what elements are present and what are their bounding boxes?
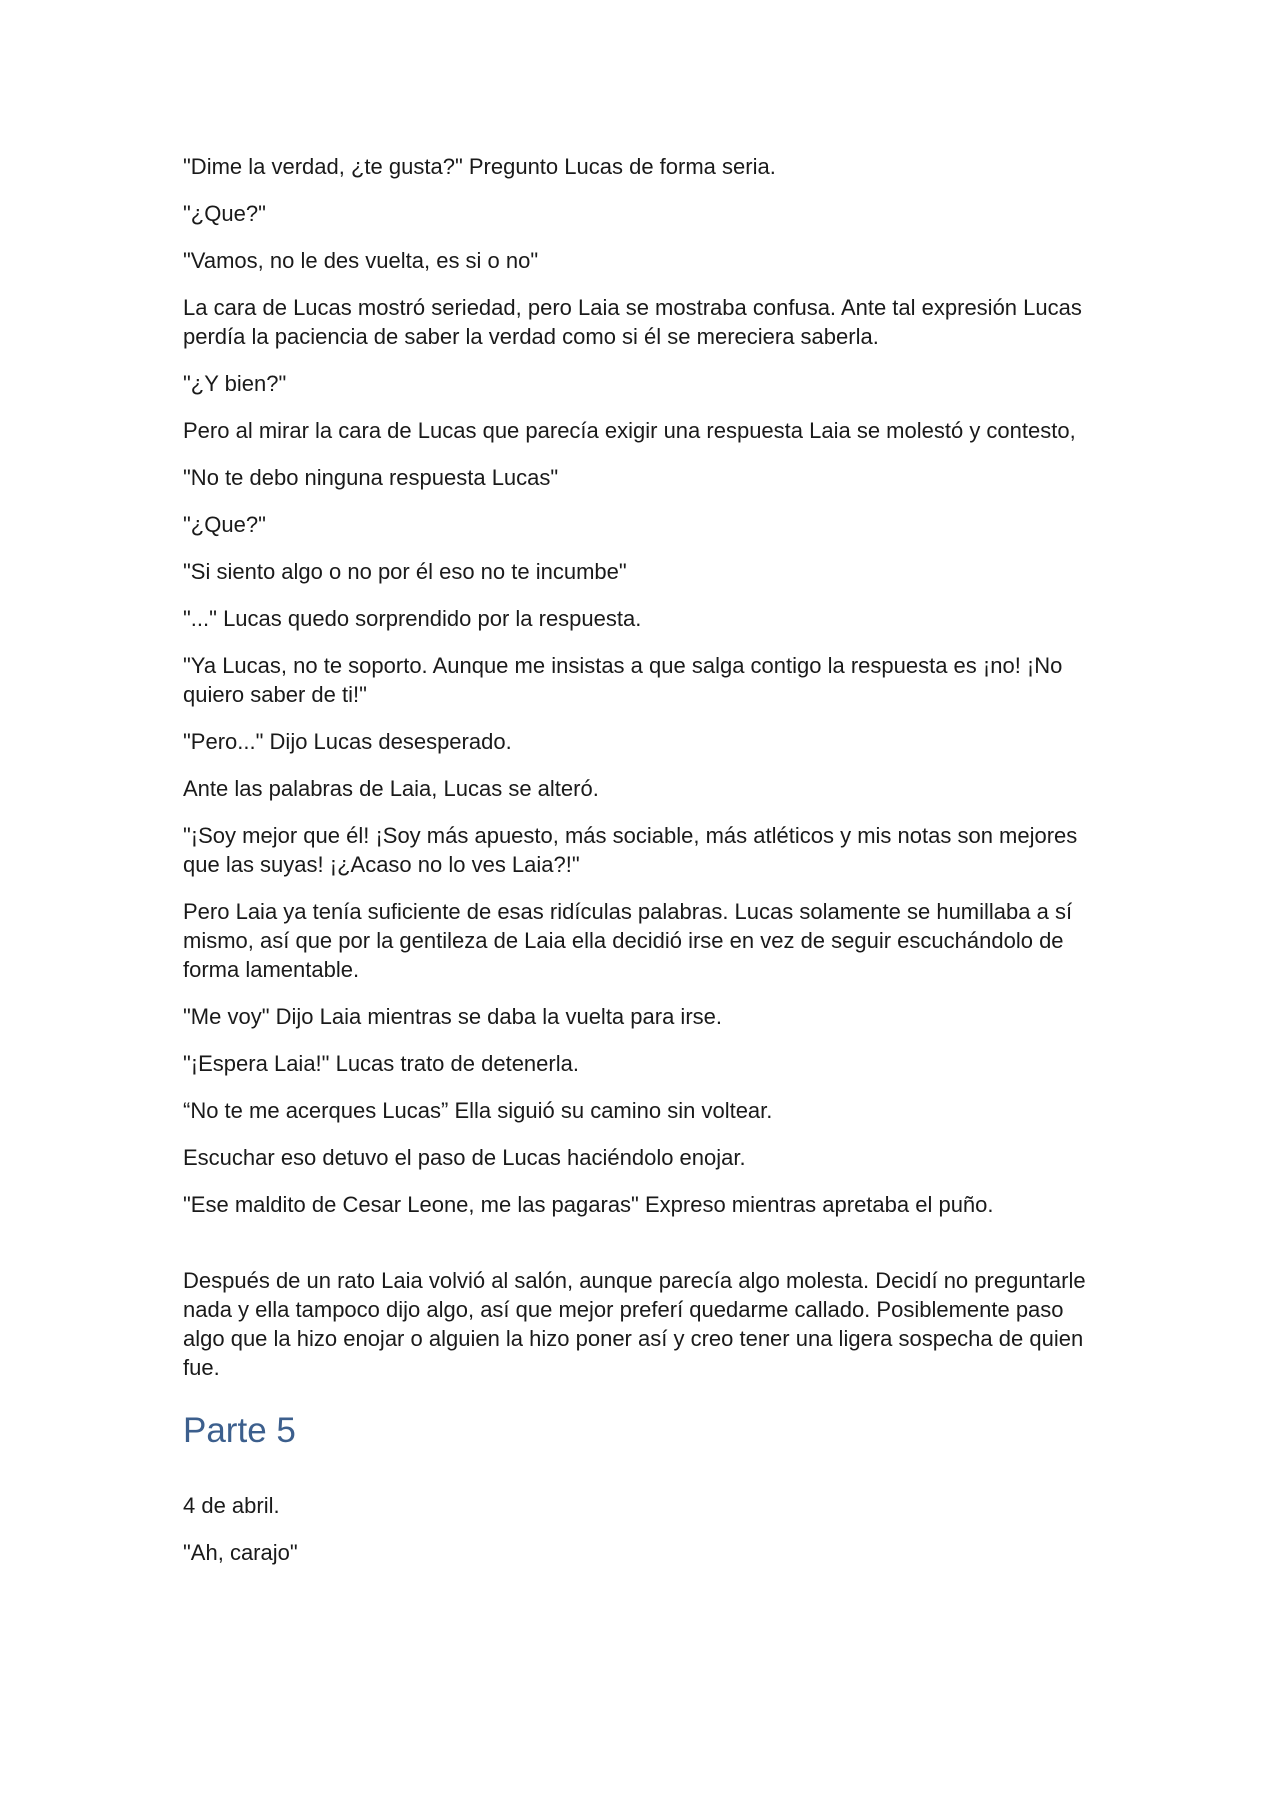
paragraph: "Dime la verdad, ¿te gusta?" Pregunto Lucas de forma seria. [183,154,776,179]
paragraph: "¿Que?" [183,201,266,226]
paragraph: Pero al mirar la cara de Lucas que parecía exigir una respuesta Laia se molestó y contesto, [183,418,1076,443]
paragraph: "¡Soy mejor que él! ¡Soy más apuesto, más sociable, más atléticos y mis notas son mejores que las suyas! ¡¿Acaso no lo ves Laia?!" [183,823,1078,877]
paragraph: Pero Laia ya tenía suficiente de esas ridículas palabras. Lucas solamente se humillaba a sí mismo, así que por la gentileza de Laia ella decidió irse en vez de seguir escuchándolo de forma lamentable. [183,899,1073,982]
paragraph: "Ah, carajo" [183,1540,298,1565]
paragraph: "Vamos, no le des vuelta, es si o no" [183,248,539,273]
paragraph: "..." Lucas quedo sorprendido por la respuesta. [183,606,642,631]
paragraph: "¡Espera Laia!" Lucas trato de detenerla. [183,1051,579,1076]
paragraph: Después de un rato Laia volvió al salón, aunque parecía algo molesta. Decidí no preguntarle nada y ella tampoco dijo algo, así que mejor preferí quedarme callado. Posiblemente paso algo que la hizo enojar o alguien la hizo poner así y creo tener una ligera sospecha de quien fue. [183,1268,1086,1380]
paragraph: "Ese maldito de Cesar Leone, me las pagaras" Expreso mientras apretaba el puño. [183,1192,994,1217]
paragraph: "No te debo ninguna respuesta Lucas" [183,465,559,490]
paragraph: "¿Que?" [183,512,266,537]
paragraph: "Pero..." Dijo Lucas desesperado. [183,729,512,754]
paragraph: Escuchar eso detuvo el paso de Lucas haciéndolo enojar. [183,1145,746,1170]
paragraph: "Me voy" Dijo Laia mientras se daba la vuelta para irse. [183,1004,722,1029]
section-heading: Parte 5 [183,1411,296,1450]
paragraph-date: 4 de abril. [183,1493,280,1518]
paragraph: "¿Y bien?" [183,371,287,396]
paragraph: Ante las palabras de Laia, Lucas se alteró. [183,776,599,801]
document-body [183,152,1103,1585]
paragraph: "Ya Lucas, no te soporto. Aunque me insistas a que salga contigo la respuesta es ¡no! ¡No quiero saber de ti!" [183,653,1063,707]
paragraph: La cara de Lucas mostró seriedad, pero Laia se mostraba confusa. Ante tal expresión Lucas perdía la paciencia de saber la verdad como si él se mereciera saberla. [183,295,1082,349]
paragraph: "Si siento algo o no por él eso no te incumbe" [183,559,627,584]
paragraph: “No te me acerques Lucas” Ella siguió su camino sin voltear. [183,1098,773,1123]
